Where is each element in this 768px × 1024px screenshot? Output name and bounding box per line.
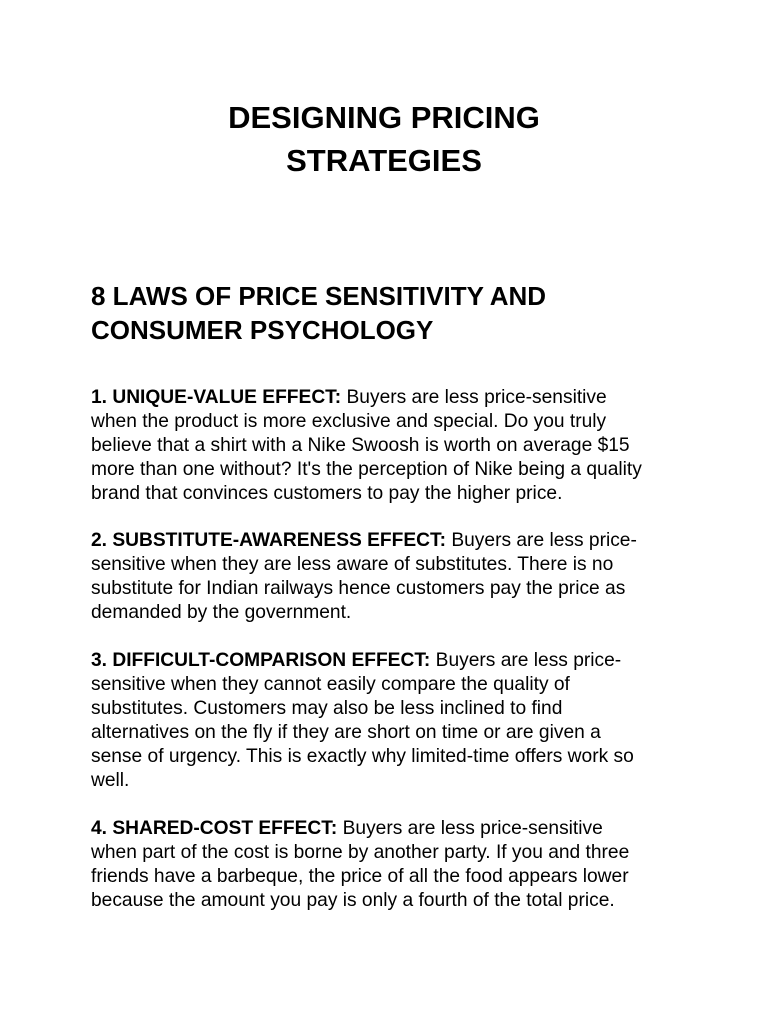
effect-text: when the product is more exclusive and special. Do you truly xyxy=(91,410,607,432)
document-title-line: STRATEGIES xyxy=(286,143,482,178)
effect-text: friends have a barbeque, the price of all the food appears lower xyxy=(91,865,629,887)
effect-text: because the amount you pay is only a fourth of the total price. xyxy=(91,889,615,911)
effect-text: brand that convinces customers to pay the higher price. xyxy=(91,482,563,504)
effect-paragraph-substitute-awareness xyxy=(91,529,681,625)
effect-label: 3. DIFFICULT-COMPARISON EFFECT: xyxy=(91,650,431,671)
effect-line xyxy=(91,649,681,673)
effect-text: sensitive when they cannot easily compare the quality of xyxy=(91,673,570,695)
effect-text: when part of the cost is borne by another party. If you and three xyxy=(91,841,630,863)
effect-line xyxy=(91,529,681,553)
effect-label: 1. UNIQUE-VALUE EFFECT: xyxy=(91,387,342,408)
effect-text: substitutes. Customers may also be less inclined to find xyxy=(91,697,563,719)
effect-text: Buyers are less price-sensitive xyxy=(337,818,603,839)
effect-label: 2. SUBSTITUTE-AWARENESS EFFECT: xyxy=(91,530,446,551)
effect-text: alternatives on the fly if they are short on time or are given a xyxy=(91,721,601,743)
effect-text: believe that a shirt with a Nike Swoosh is worth on average $15 xyxy=(91,434,630,456)
effect-line xyxy=(91,386,681,410)
effect-text: well. xyxy=(91,769,130,791)
effect-text: sensitive when they are less aware of substitutes. There is no xyxy=(91,553,614,575)
effect-paragraph-difficult-comparison xyxy=(91,649,681,792)
effect-paragraph-shared-cost xyxy=(91,817,681,913)
effect-text: Buyers are less price- xyxy=(430,650,622,671)
effect-paragraph-unique-value xyxy=(91,386,681,506)
section-heading xyxy=(91,279,691,347)
effect-label: 4. SHARED-COST EFFECT: xyxy=(91,818,338,839)
effect-text: more than one without? It's the perception of Nike being a quality xyxy=(91,458,642,480)
effect-line xyxy=(91,817,681,841)
document-title xyxy=(0,96,768,182)
section-heading-line: 8 LAWS OF PRICE SENSITIVITY AND xyxy=(91,281,547,311)
section-heading-line: CONSUMER PSYCHOLOGY xyxy=(91,315,434,345)
effect-text: Buyers are less price- xyxy=(446,530,637,551)
effect-text: Buyers are less price-sensitive xyxy=(341,387,607,408)
document-title-line: DESIGNING PRICING xyxy=(228,100,540,135)
effect-text: substitute for Indian railways hence customers pay the price as xyxy=(91,577,626,599)
effect-text: demanded by the government. xyxy=(91,601,352,623)
effect-text: sense of urgency. This is exactly why limited-time offers work so xyxy=(91,745,634,767)
